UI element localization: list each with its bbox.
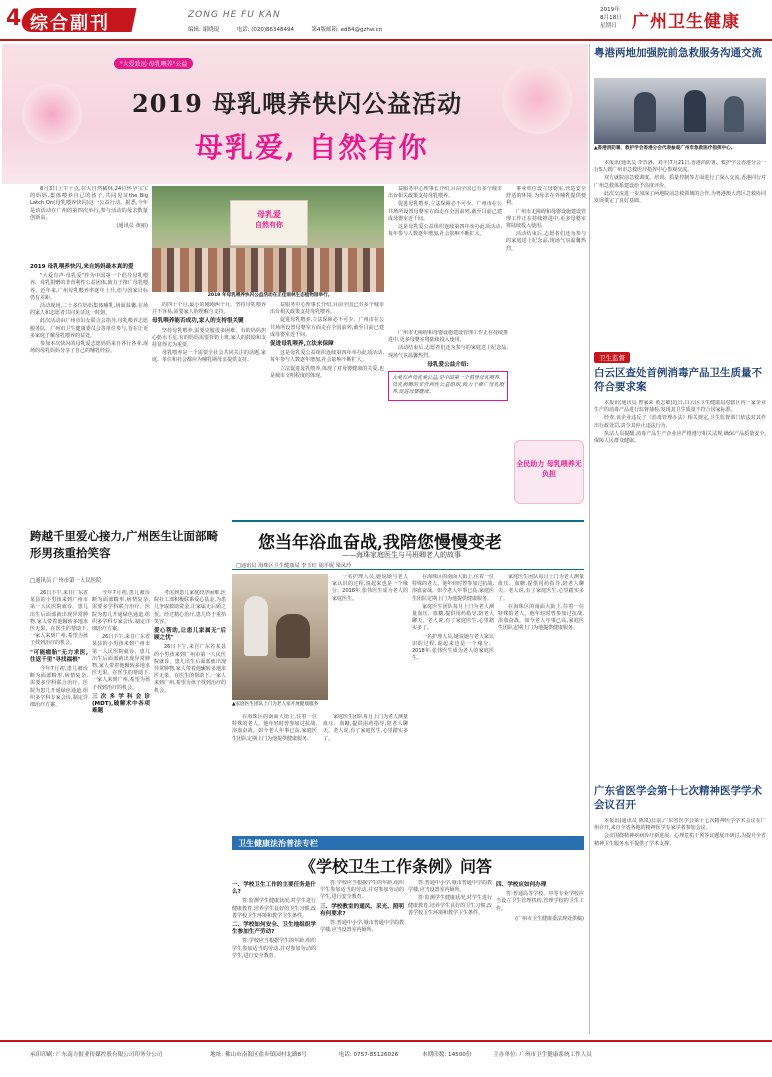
- story2-col3: 考虑到患儿家庭经济困难,医院社工部积极联系爱心基金,为患儿争取救助资金,让家属无后顾之忧。经过精心治疗,患儿终于重拾笑容。 爱心帮助,让患儿家属无"后顾之忧" 26日下午,来自广东省某县的小男孩来到广州市第一人民医院就诊。患儿出生后面部就出现异常肿物,家人带着他辗转多地求医无果。在医生的帮助下,一家人来到广州,希望为孩子找到治疗的机会。: [154, 590, 226, 694]
- story4-col4: 四、学校应如何办理 答:普通高等学校、中等专业学校应当设立卫生管理机构,管理学校的卫生工作。 (广州市卫生健康委法规处供稿): [496, 882, 584, 922]
- footer: [0, 1040, 772, 1070]
- section-pinyin: ZONG HE FU KAN: [188, 10, 281, 20]
- decor-flower-right: [502, 64, 572, 134]
- right-body-3: 本报讯(通讯员 陈岚)日前,广东省医学会第十七次精神医学学术会议在广州召开,来自全省各地的精神医学专家学者参加会议。 会议围绕精神疾病诊疗新进展、心理危机干预等议题展开研讨,为提升全省精神卫生服务水平提供了学术支撑。: [594, 818, 766, 847]
- story3-caption: ▲家庭医生团队上门为老人家开展健康服务: [232, 702, 319, 707]
- story4-col1: 一、学校卫生工作的主要任务是什么? 答:监测学生健康状况,对学生进行健康教育,培养学生良好的卫生习惯,改善学校卫生环境和教学卫生条件。 二、学校如何安全、卫生地组织学生参加生产劳动? 答:学校应当根据学生的年龄,组织学生参加适当的劳动,并对参加劳动的学生,进行安全教育。: [232, 882, 316, 959]
- right-tag-2: 卫生监督: [594, 352, 630, 363]
- section-title: 综合副刊: [30, 13, 110, 34]
- photo-crowd: [152, 248, 384, 292]
- story3-col2: 在海珠区的南面大街上,住着一位特殊的老人。他年轻时曾参加过抗战,浴血奋战。如今老人年事已高,家庭医生团队定期上门为他提供健康服务。 家庭医生团队每月上门为老人测量血压、血糖,提供用药指导,陪老人聊天。老人说,有了家庭医生,心里踏实多了。: [232, 714, 408, 742]
- lead-subtitle: 母乳爱, 自然有你: [195, 131, 429, 164]
- story4-tag: [232, 836, 584, 850]
- story2-col2: 今年7月初,患儿被诊断为面部畸形,病情复杂,需要多学科联合治疗。医院为患儿开通绿色通道,组织多学科专家会诊,制定详细治疗方案。 26日下午,来自广东省某县的小男孩来到广州市第一人民医院就诊。患儿出生后面部就出现异常肿物,家人带着他辗转多地求医无果。在医生的帮助下,一家人来到广州,希望为孩子找到治疗的机会。 三次多学科会诊(MDT),破解术中各项难题: [92, 590, 150, 715]
- decor-flower-left: [22, 84, 82, 144]
- story3-col4: 家庭医生团队每月上门为老人测量血压、血糖,提供用药指导,陪老人聊天。老人说,有了家庭医生,心里踏实多了。 在海珠区的南面大街上,住着一位特殊的老人。他年轻时曾参加过抗战,浴血奋战。如今老人年事已高,家庭医生团队定期上门为他提供健康服务。: [498, 574, 584, 632]
- right-head-2: 白云区查处首例消毒产品卫生质量不符合要求案: [594, 367, 762, 393]
- lead-col5: 事业单位设立母婴室,营造安全舒适的环境,为母亲在外哺乳提供便利。 广州市无障碍和母婴设施建设管理工作正在持续推进中,更多母婴室将陆续投入使用。 活动结束后,志愿者们还为参与的家庭送上纪念品,现场气氛温馨热烈。: [506, 186, 586, 252]
- mailbox: 第4版邮箱: ed84@gzhw.cn: [311, 27, 383, 33]
- right-photo-1: [594, 78, 766, 144]
- photo-banner: 母乳爱 自然有你: [230, 200, 308, 246]
- story3-head-box: [232, 520, 584, 570]
- lead-banner: [2, 44, 588, 184]
- phone: 电话: (020)86348494: [236, 27, 294, 33]
- intro-box: 大爱有声母乳爱公益,是中国第一个倡导母乳喂养、母乳捐赠的非营利性公益组织,致力于推广母乳喂养,促进母婴健康。: [388, 371, 508, 401]
- story4-tag-label: 卫生健康法治普法专栏: [238, 839, 318, 848]
- issue-date: 2019年 8月18日 星期日: [600, 7, 622, 29]
- story3-byline: □通讯员 海珠区卫生健康局 李玉红 胡平妮 梁凤玲: [236, 563, 352, 569]
- story3-sub: ——海珠家庭医生与马班卿老人的故事: [342, 551, 461, 559]
- lead-col2: 的四十个月,最小的刚刚两个月。坚持母乳喂养并不容易,需要家人的理解与支持。 母乳喂养能否成功,家人的支持很关键 坚持母乳喂养,需要克服很多困难。有的妈妈担心奶水不足,有的妈妈需要背奶上班,家人的鼓励和支持显得尤为重要。 母乳喂养是一个需要全社会共同关注的话题,家庭、单位和社会都应为哺乳期母亲提供支持。: [152, 302, 266, 364]
- story4-head: 《学校卫生工作条例》问答: [300, 857, 493, 876]
- footer-info: 承印印刷: 广东南方报业传媒控股有限公司印务分公司 地址: 佛山市南海区盐步镇园村北路8号 电话: 0757-85126026 本期印数: 14500份 主办单位: 广州市卫生健康系统工作人员: [30, 1052, 592, 1058]
- lead-col3: 益服务中心理事长介绍,目前全国已有多个城市出台相关政策支持母乳喂养。 促进母乳喂养,立法保障必不可少。广州市在公共场所设置母婴室方面走在全国前列,截至目前已建成母婴室近千间。 促进母乳喂养,立法来保障 这是母乳爱公益组织连续第四年举办此项活动,每年参与人数逐年增加,社会影响不断扩大。 立法促进母乳喂养,体现了对母婴健康的关爱,也是城市文明程度的体现。: [270, 302, 384, 379]
- lead-photo: [152, 186, 384, 292]
- story3-head: 您当年浴血奋战,我陪您慢慢变老: [258, 533, 502, 553]
- masthead-info: [188, 25, 382, 33]
- right-body-2: 本报讯(通讯员 曾家荣 黄志敏)近日,白云区卫生健康局对辖区内一家企业生产的消毒产品进行监督抽检,发现其卫生质量不符合国家标准。 经查,该企业违反了《消毒管理办法》相关规定,卫生监督部门依法对其作出行政处罚,责令其停止违法行为。 执法人员提醒,消毒产品生产企业应严格遵守相关法规,确保产品质量安全,保障人民群众健康。: [594, 400, 766, 445]
- editor: 编辑: 谢晓琨: [188, 27, 220, 33]
- story4-col2: 答:学校应当根据学生的年龄,组织学生参加适当的劳动,并对参加劳动的学生,进行安全教育。 三、学校教室的通风、采光、照明有何要求? 答:普通中小学,城市普通中学的教学楼,应当设置室内厕所。: [320, 880, 404, 934]
- lead-photo-caption: 2019 年母乳喂养快闪公益活动在正佳雨林生态植物园举行。: [207, 293, 333, 298]
- story3-photo: [232, 574, 328, 700]
- story4-col3: 答:普通中小学,城市普通中学的教学楼,应当设置室内厕所。 答:监测学生健康状况,对学生进行健康教育,培养学生良好的卫生习惯,改善学校卫生环境和教学卫生条件。: [408, 880, 492, 916]
- page-number: 4: [6, 6, 22, 31]
- story2-head: 跨越千里爱心接力,广州医生让面部畸形男孩重拾笑容: [30, 529, 219, 560]
- kicker-badge: "大爱致远·母乳喂养"公益: [114, 58, 193, 69]
- right-caption-1: ▲香港消防署、救护学会香港分会代表参观广州市急救医疗指挥中心。: [594, 146, 736, 151]
- lead-col4-lower: 广州市无障碍和母婴设施建设管理工作正在持续推进中,更多母婴室将陆续投入使用。 活动结束后,志愿者们还为参与的家庭送上纪念品,现场气氛温馨热烈。 母乳爱公益介绍: 大爱有声母乳爱公益,是中国第一个倡导母乳喂养、母乳捐赠的非营利性公益组织,致力于推广母乳喂养,促进母婴健康。: [388, 330, 508, 516]
- lead-col1: 2019 母乳喂养快闪,来自妈妈最本真的爱 "大爱有声·母乳爱"作为中国第一个倡导母乳喂养、母乳捐赠的非营利性公益团体,致力于推广母乳喂养。近年来,广州母乳喂养率逐年上升,但与国家目标仍有差距。 活动现场,二十多位妈妈集体哺乳,场面温馨,在场的家人和志愿者共同见证这一时刻。 此次活动由广州市妇女联合会指导,母乳喂养志愿服务队、广州市卫生健康委员会等单位参与,旨在让更多家庭了解母乳喂养的益处。 参加本次快闪的母乳爱志愿妈妈来自各行各业,现场的母乳妈妈分享了自己的哺乳经验。: [30, 264, 148, 355]
- paper-name: 广州卫生健康: [632, 12, 740, 32]
- right-body-1: 本报讯(通讯员 李晋洛、刘丰)7月21日,香港消防署、救护学会香港分会一行5人到广州市急救医疗指挥中心参观交流。 双方就院前急救调度、培训、质量控制等方面进行了深入交流,香港同行对广州急救体系建设给予高度评价。 此次交流进一步加深了两地院前急救领域的合作,为粤港澳大湾区急救协同发展奠定了良好基础。: [594, 160, 766, 205]
- lead-col4: 益服务中心理事长介绍,目前全国已有多个城市出台相关政策支持母乳喂养。 促进母乳喂养,立法保障必不可少。广州市在公共场所设置母婴室方面走在全国前列,截至目前已建成母婴室近千间。 这是母乳爱公益组织连续第四年举办此项活动,每年参与人数逐年增加,社会影响不断扩大。: [388, 186, 502, 238]
- masthead: [0, 0, 772, 42]
- masthead-rule: [0, 39, 772, 41]
- lead-intro: 8月3日上午十点,在大自然稀林,24位怀孕宝宝的妈妈,集体喂养自己的孩子,共同见证the Big Latch On(母乳喂养快闪)这一公益行动。据悉,今年是该活动在广州的第四次举行,参与活动的母亲数量创新高。 (通讯员 黄丽): [30, 186, 148, 230]
- story3-col3: 在海珠区的南面大街上,住着一位特殊的老人。他年轻时曾参加过抗战,浴血奋战。如今老人年事已高,家庭医生团队定期上门为他提供健康服务。 家庭医生团队每月上门为老人测量血压、血糖,提供用药指导,陪老人聊天。老人说,有了家庭医生,心里踏实多了。 一名护理人员,她说她与老人家认识的过程,说起来也是一个缘分。2018年,张伟医生成为老人的家庭医生。: [412, 574, 494, 662]
- right-column: [592, 44, 770, 1034]
- lead-title: 2019 母乳喂养快闪公益活动: [132, 89, 463, 118]
- story2-byline: □通讯员 广州市第一人民医院: [30, 578, 102, 584]
- story3-col1: 一名护理人员,她说她与老人家认识的过程,说起来也是一个缘分。2018年,张伟医生成为老人的家庭医生。: [332, 574, 408, 602]
- right-divider: [589, 44, 590, 1034]
- right-head-1: 粤港两地加强院前急救服务沟通交流: [594, 47, 762, 59]
- right-head-3: 广东省医学会第十七次精神医学学术会议召开: [594, 785, 762, 811]
- story2-col1: 26日下午,来自广东省某县的小男孩来到广州市第一人民医院就诊。患儿出生后面部就出现异常肿物,家人带着他辗转多地求医无果。在医生的帮助下,一家人来到广州,希望为孩子找到治疗的机会。 "可能瘤胎"无力求医,往返千里"寻找福根" 今年7月初,患儿被诊断为面部畸形,病情复杂,需要多学科联合治疗。医院为患儿开通绿色通道,组织多学科专家会诊,制定详细治疗方案。: [30, 590, 88, 709]
- lead-sticker: 全民助力 母乳喂养无负担: [514, 440, 584, 504]
